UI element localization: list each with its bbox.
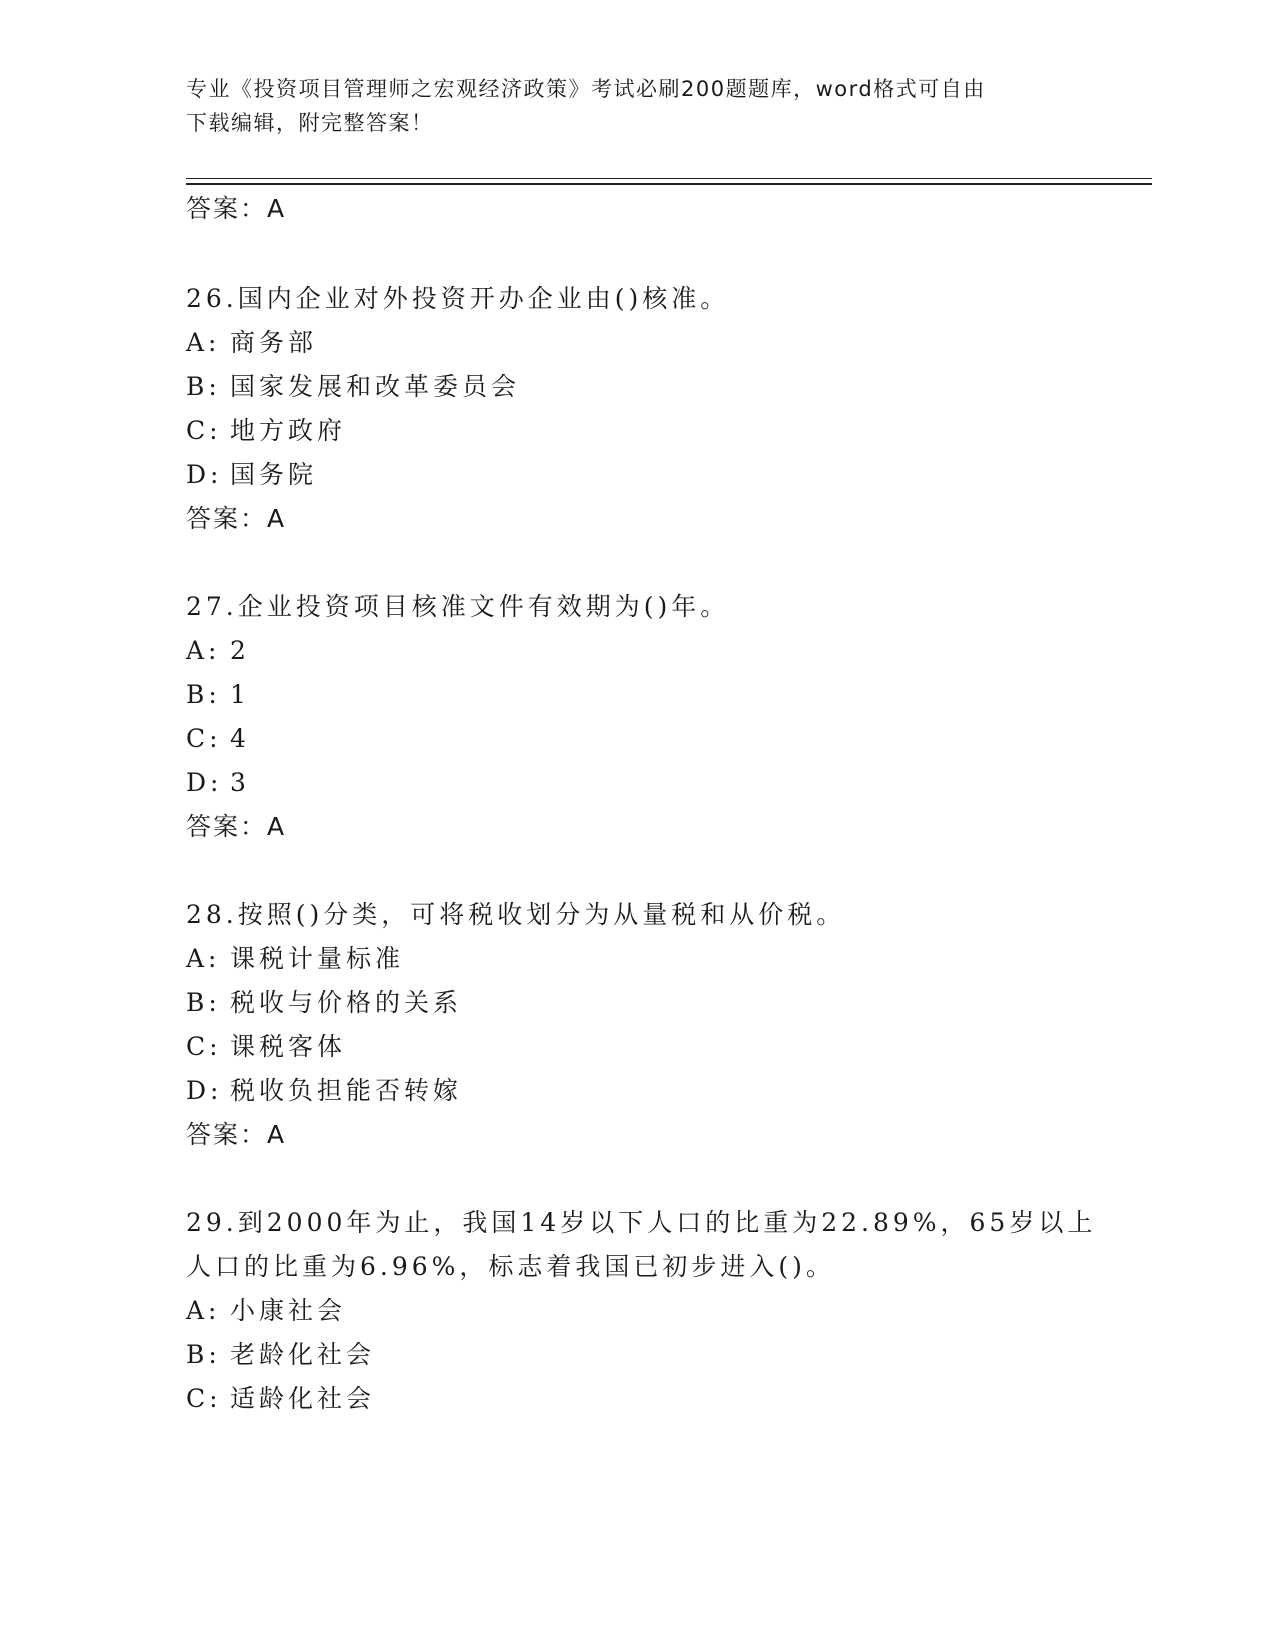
option-text: 1	[230, 680, 250, 709]
option-text: 商务部	[230, 328, 318, 357]
option-label: B:	[186, 372, 221, 401]
option-label: D:	[186, 768, 223, 797]
option-text: 国务院	[230, 460, 318, 489]
option-label: C:	[186, 1384, 222, 1413]
option-c	[186, 408, 346, 453]
option-text: 地方政府	[230, 416, 347, 445]
option-label: D:	[186, 1076, 223, 1105]
question-stem: 28.按照()分类，可将税收划分为从量税和从价税。	[186, 900, 846, 929]
option-text: 2	[230, 636, 250, 665]
option-label: A:	[186, 944, 221, 973]
option-text: 4	[230, 724, 250, 753]
option-text: 课税客体	[230, 1032, 347, 1061]
option-label: C:	[186, 416, 222, 445]
option-c	[186, 1376, 375, 1421]
option-b	[186, 1332, 375, 1377]
option-text: 课税计量标准	[230, 944, 405, 973]
option-text: 3	[230, 768, 250, 797]
option-text: 税收与价格的关系	[230, 988, 463, 1017]
option-text: 小康社会	[230, 1296, 347, 1325]
question-stem-line-2: 人口的比重为6.96%，标志着我国已初步进入()。	[186, 1252, 835, 1281]
header-rule-thick	[186, 183, 1152, 185]
header-line-2: 下载编辑，附完整答案！	[186, 111, 434, 135]
option-label: D:	[186, 460, 223, 489]
option-b	[186, 364, 520, 409]
answer-text: 答案：A	[186, 812, 287, 841]
option-a	[186, 320, 317, 365]
option-label: B:	[186, 680, 221, 709]
header-rule-thin	[186, 178, 1152, 179]
option-label: A:	[186, 1296, 221, 1325]
option-label: A:	[186, 636, 221, 665]
option-label: B:	[186, 1340, 221, 1369]
question-stem: 26.国内企业对外投资开办企业由()核准。	[186, 284, 730, 313]
option-label: C:	[186, 724, 222, 753]
option-c	[186, 1024, 346, 1069]
option-text: 税收负担能否转嫁	[230, 1076, 463, 1105]
header-line-1: 专业《投资项目管理师之宏观经济政策》考试必刷200题题库，word格式可自由	[186, 77, 986, 101]
option-d	[186, 760, 250, 805]
option-text: 老龄化社会	[230, 1340, 376, 1369]
answer-text: 答案：A	[186, 1120, 287, 1149]
option-text: 国家发展和改革委员会	[230, 372, 521, 401]
option-label: A:	[186, 328, 221, 357]
option-c	[186, 716, 250, 761]
option-b	[186, 672, 250, 717]
question-stem: 27.企业投资项目核准文件有效期为()年。	[186, 592, 730, 621]
option-d	[186, 452, 317, 497]
option-d	[186, 1068, 462, 1113]
option-a	[186, 628, 250, 673]
document-header	[186, 72, 1076, 140]
answer-text: 答案：A	[186, 504, 287, 533]
option-b	[186, 980, 462, 1025]
option-text: 适龄化社会	[230, 1384, 376, 1413]
option-label: B:	[186, 988, 221, 1017]
option-a	[186, 936, 404, 981]
option-a	[186, 1288, 346, 1333]
option-label: C:	[186, 1032, 222, 1061]
answer-text: 答案：A	[186, 194, 287, 223]
question-stem-line-1: 29.到2000年为止，我国14岁以下人口的比重为22.89%，65岁以上	[186, 1208, 1097, 1237]
